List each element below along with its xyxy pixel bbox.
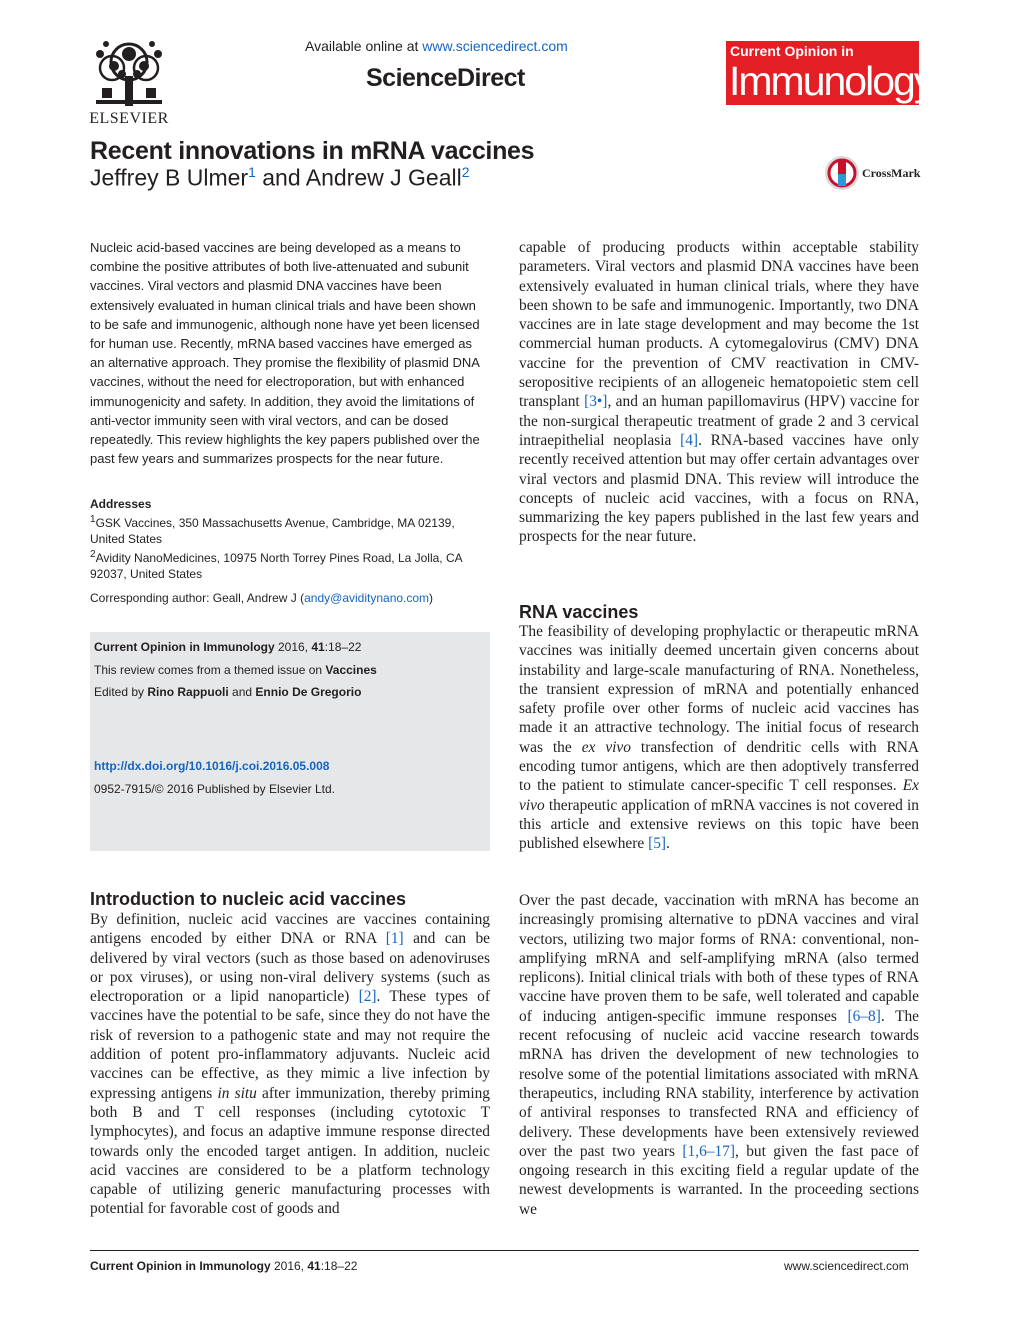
rna-ex-vivo-2: Ex vivo — [519, 777, 919, 814]
ref-6-8-link[interactable]: [6–8] — [847, 1007, 881, 1025]
info-editor-1: Rino Rappuoli — [147, 685, 229, 699]
authors — [90, 164, 470, 192]
intro-in-situ: in situ — [217, 1084, 257, 1102]
footer-year: 2016, — [270, 1259, 308, 1273]
info-citation — [94, 640, 361, 654]
ref-3-link[interactable]: [3•] — [584, 393, 608, 411]
footer-url[interactable]: www.sciencedirect.com — [784, 1259, 909, 1273]
section-heading-introduction: Introduction to nucleic acid vaccines — [90, 889, 407, 909]
ref-1-link[interactable]: [1] — [385, 930, 404, 948]
info-journal: Current Opinion in Immunology — [94, 640, 275, 654]
journal-logo-name: Immunology — [729, 58, 933, 104]
intro-text-3: . These types of vaccines have the potential to be safe, since they do not have the risk of reversion to a pathogenic state and may not require the addition of potent pro-inflammatory adjuvants. Nucleic acid vaccines can be effective, as they mimic a live infection by expressing antigens — [90, 988, 490, 1102]
section-heading-rna-vaccines: RNA vaccines — [519, 602, 639, 622]
info-volume: 41 — [311, 640, 325, 654]
info-edited-prefix: Edited by — [94, 685, 148, 699]
author-1: Jeffrey B Ulmer — [90, 164, 249, 191]
info-editors — [94, 685, 361, 699]
footer-journal: Current Opinion in Immunology — [90, 1259, 271, 1273]
corresponding-author — [90, 591, 433, 605]
sciencedirect-link[interactable]: www.sciencedirect.com — [422, 38, 568, 54]
address-1-marker: 1 — [90, 514, 96, 525]
corresponding-suffix: ) — [429, 591, 434, 605]
info-issue-topic: Vaccines — [325, 663, 377, 677]
address-2 — [90, 547, 490, 582]
available-online — [305, 38, 568, 54]
info-editor-2: Ennio De Gregorio — [255, 685, 362, 699]
author-2-affiliation[interactable]: 2 — [461, 164, 470, 180]
ref-2-link[interactable]: [2] — [358, 988, 377, 1006]
author-2: Andrew J Geall — [305, 164, 462, 191]
right-column-paragraph — [519, 238, 919, 547]
address-2-text: Avidity NanoMedicines, 10975 North Torrey Pines Road, La Jolla, CA 92037, United States — [90, 551, 462, 581]
author-1-affiliation[interactable]: 1 — [248, 164, 256, 180]
intro-text-1: By definition, nucleic acid vaccines are vaccines containing antigens encoded by either DNA or RNA — [90, 911, 490, 948]
elsevier-wordmark: ELSEVIER — [89, 110, 169, 127]
article-info-box — [90, 632, 490, 851]
intro-text-2: and can be delivered by viral vectors (such as those based on adenoviruses or pox viruses), or using non-viral delivery systems (such as electroporation or a lipid nanoparticle) — [90, 930, 490, 1006]
footer-citation — [90, 1259, 357, 1273]
rna-text-1: The feasibility of developing prophylactic or therapeutic mRNA vaccines was initially deemed uncertain given concerns about instability and large-scale manufacturing of RNA. Nonetheless, the transient expression of mRNA and potentially enhanced safety profile over other forms of nucleic acid vaccines has made it an attractive technology. The initial focus of research was the — [519, 623, 919, 756]
doi-link[interactable]: http://dx.doi.org/10.1016/j.coi.2016.05.008 — [94, 759, 330, 773]
ref-4-link[interactable]: [4] — [680, 431, 699, 449]
rna2-text-3: , but given the fast pace of ongoing research in this exciting field a regular update of the newest developments is warranted. In the proceeding sections we — [519, 1142, 919, 1218]
rna-text-4: . — [666, 835, 670, 853]
info-copyright: 0952-7915/© 2016 Published by Elsevier Ltd. — [94, 782, 336, 796]
rna-text-3: therapeutic application of mRNA vaccines is not covered in this article and extensive reviews on this topic have been published elsewhere — [519, 796, 919, 853]
crossmark-label: CrossMark — [862, 166, 921, 180]
address-2-marker: 2 — [90, 549, 96, 560]
footer-divider — [90, 1250, 919, 1251]
rna-paragraph-2 — [519, 891, 919, 1219]
right-text-2: , and an human papillomavirus (HPV) vaccine for the non-surgical therapeutic treatment of grade 2 and 3 cervical intraepithelial neoplasia — [519, 393, 919, 449]
article-title: Recent innovations in mRNA vaccines — [90, 137, 535, 165]
ref-1-6-17-link[interactable]: [1,6–17] — [682, 1142, 735, 1160]
crossmark-badge[interactable] — [824, 155, 924, 191]
footer-pages: :18–22 — [320, 1259, 358, 1273]
rna-ex-vivo-1: ex vivo — [581, 738, 631, 756]
abstract: Nucleic acid-based vaccines are being developed as a means to combine the positive attributes of both live-attenuated and subunit vaccines. Viral vectors and plasmid DNA vaccines have been extensively evaluated in human clinical trials and have been shown to be safe and immunogenic, although none have yet been licensed for human use. Recently, mRNA based vaccines have emerged as an alternative approach. They promise the flexibility of plasmid DNA vaccines, without the need for electroporation, but with enhanced immunogenicity and safety. In addition, they avoid the limitations of anti-vector immunity seen with viral vectors, and can be dosed repeatedly. This review highlights the key papers published over the past few years and summarizes prospects for the near future. — [90, 240, 480, 467]
addresses-heading: Addresses — [90, 497, 152, 511]
rna2-text-1: Over the past decade, vaccination with mRNA has become an increasingly promising alternative to pDNA vaccines and viral vectors, utilizing two major forms of RNA: conventional, non-amplifying mRNA and self-amplifying mRNA (also termed replicons). Initial clinical trials with both of these types of RNA vaccine have proven them to be safe, well tolerated and capable of inducing antigen-specific immune responses — [519, 892, 919, 1025]
available-prefix: Available online at — [305, 38, 423, 54]
author-separator: and — [255, 164, 306, 191]
crossmark-icon — [824, 155, 860, 191]
info-edited-and: and — [228, 685, 256, 699]
right-text-3: . RNA-based vaccines have only recently received attention but may offer certain advantages over viral vectors and plasmid DNA. This review will introduce the concepts of nucleic acid vaccines, with a focus on RNA, summarizing the key papers published in the last few years and prospects for the near future. — [519, 431, 919, 546]
info-issue — [94, 663, 377, 677]
info-pages: :18–22 — [324, 640, 362, 654]
footer-volume: 41 — [307, 1259, 321, 1273]
platform-name: ScienceDirect — [366, 64, 525, 92]
rna2-text-2: . The recent refocusing of nucleic acid vaccine research towards mRNA has driven the development of new technologies to resolve some of the potential limitations associated with mRNA therapeutics, including RNA stability, interference by activation of antiviral responses to transfected RNA and efficiency of delivery. These developments have been extensively reviewed over the past two years — [519, 1007, 919, 1160]
addresses — [90, 496, 490, 582]
elsevier-tree-icon — [92, 40, 166, 108]
rna-text-2: transfection of dendritic cells with RNA encoding tumor antigens, which are then adoptively transferred to the patient to stimulate cancer-specific T cell responses. — [519, 738, 919, 795]
info-year: 2016, — [274, 640, 312, 654]
address-1-text: GSK Vaccines, 350 Massachusetts Avenue, Cambridge, MA 02139, United States — [90, 516, 455, 546]
rna-paragraph-1 — [519, 622, 919, 854]
right-text-1: capable of producing products within acceptable stability parameters. Viral vectors and plasmid DNA vaccines have been extensively evaluated in human clinical trials, where they have been shown to be safe and immunogenic. Importantly, two DNA vaccines are in late stage development and may become the 1st commercial human products. A cytomegalovirus (CMV) DNA vaccine for the prevention of CMV reactivation in CMV-seropositive recipients of an allogeneic hematopoietic stem cell transplant — [519, 239, 919, 411]
corresponding-email-link[interactable]: andy@aviditynano.com — [304, 591, 430, 605]
info-issue-prefix: This review comes from a themed issue on — [94, 663, 326, 677]
elsevier-logo — [86, 40, 172, 128]
address-1 — [90, 512, 490, 547]
journal-logo — [726, 41, 933, 105]
corresponding-prefix: Corresponding author: Geall, Andrew J ( — [90, 591, 305, 605]
intro-paragraph — [90, 910, 490, 1219]
journal-logo-top: Current Opinion in — [730, 43, 854, 59]
intro-text-4: after immunization, thereby priming both B and T cell responses (including cytotoxic T lymphocytes), and focus an adaptive immune response directed towards only the encoded target antigen. In addition, nucleic acid vaccines are considered to be a platform technology capable of utilizing generic manufacturing processes with potential for favorable cost of goods and — [90, 1084, 490, 1218]
ref-5-link[interactable]: [5] — [648, 835, 667, 853]
